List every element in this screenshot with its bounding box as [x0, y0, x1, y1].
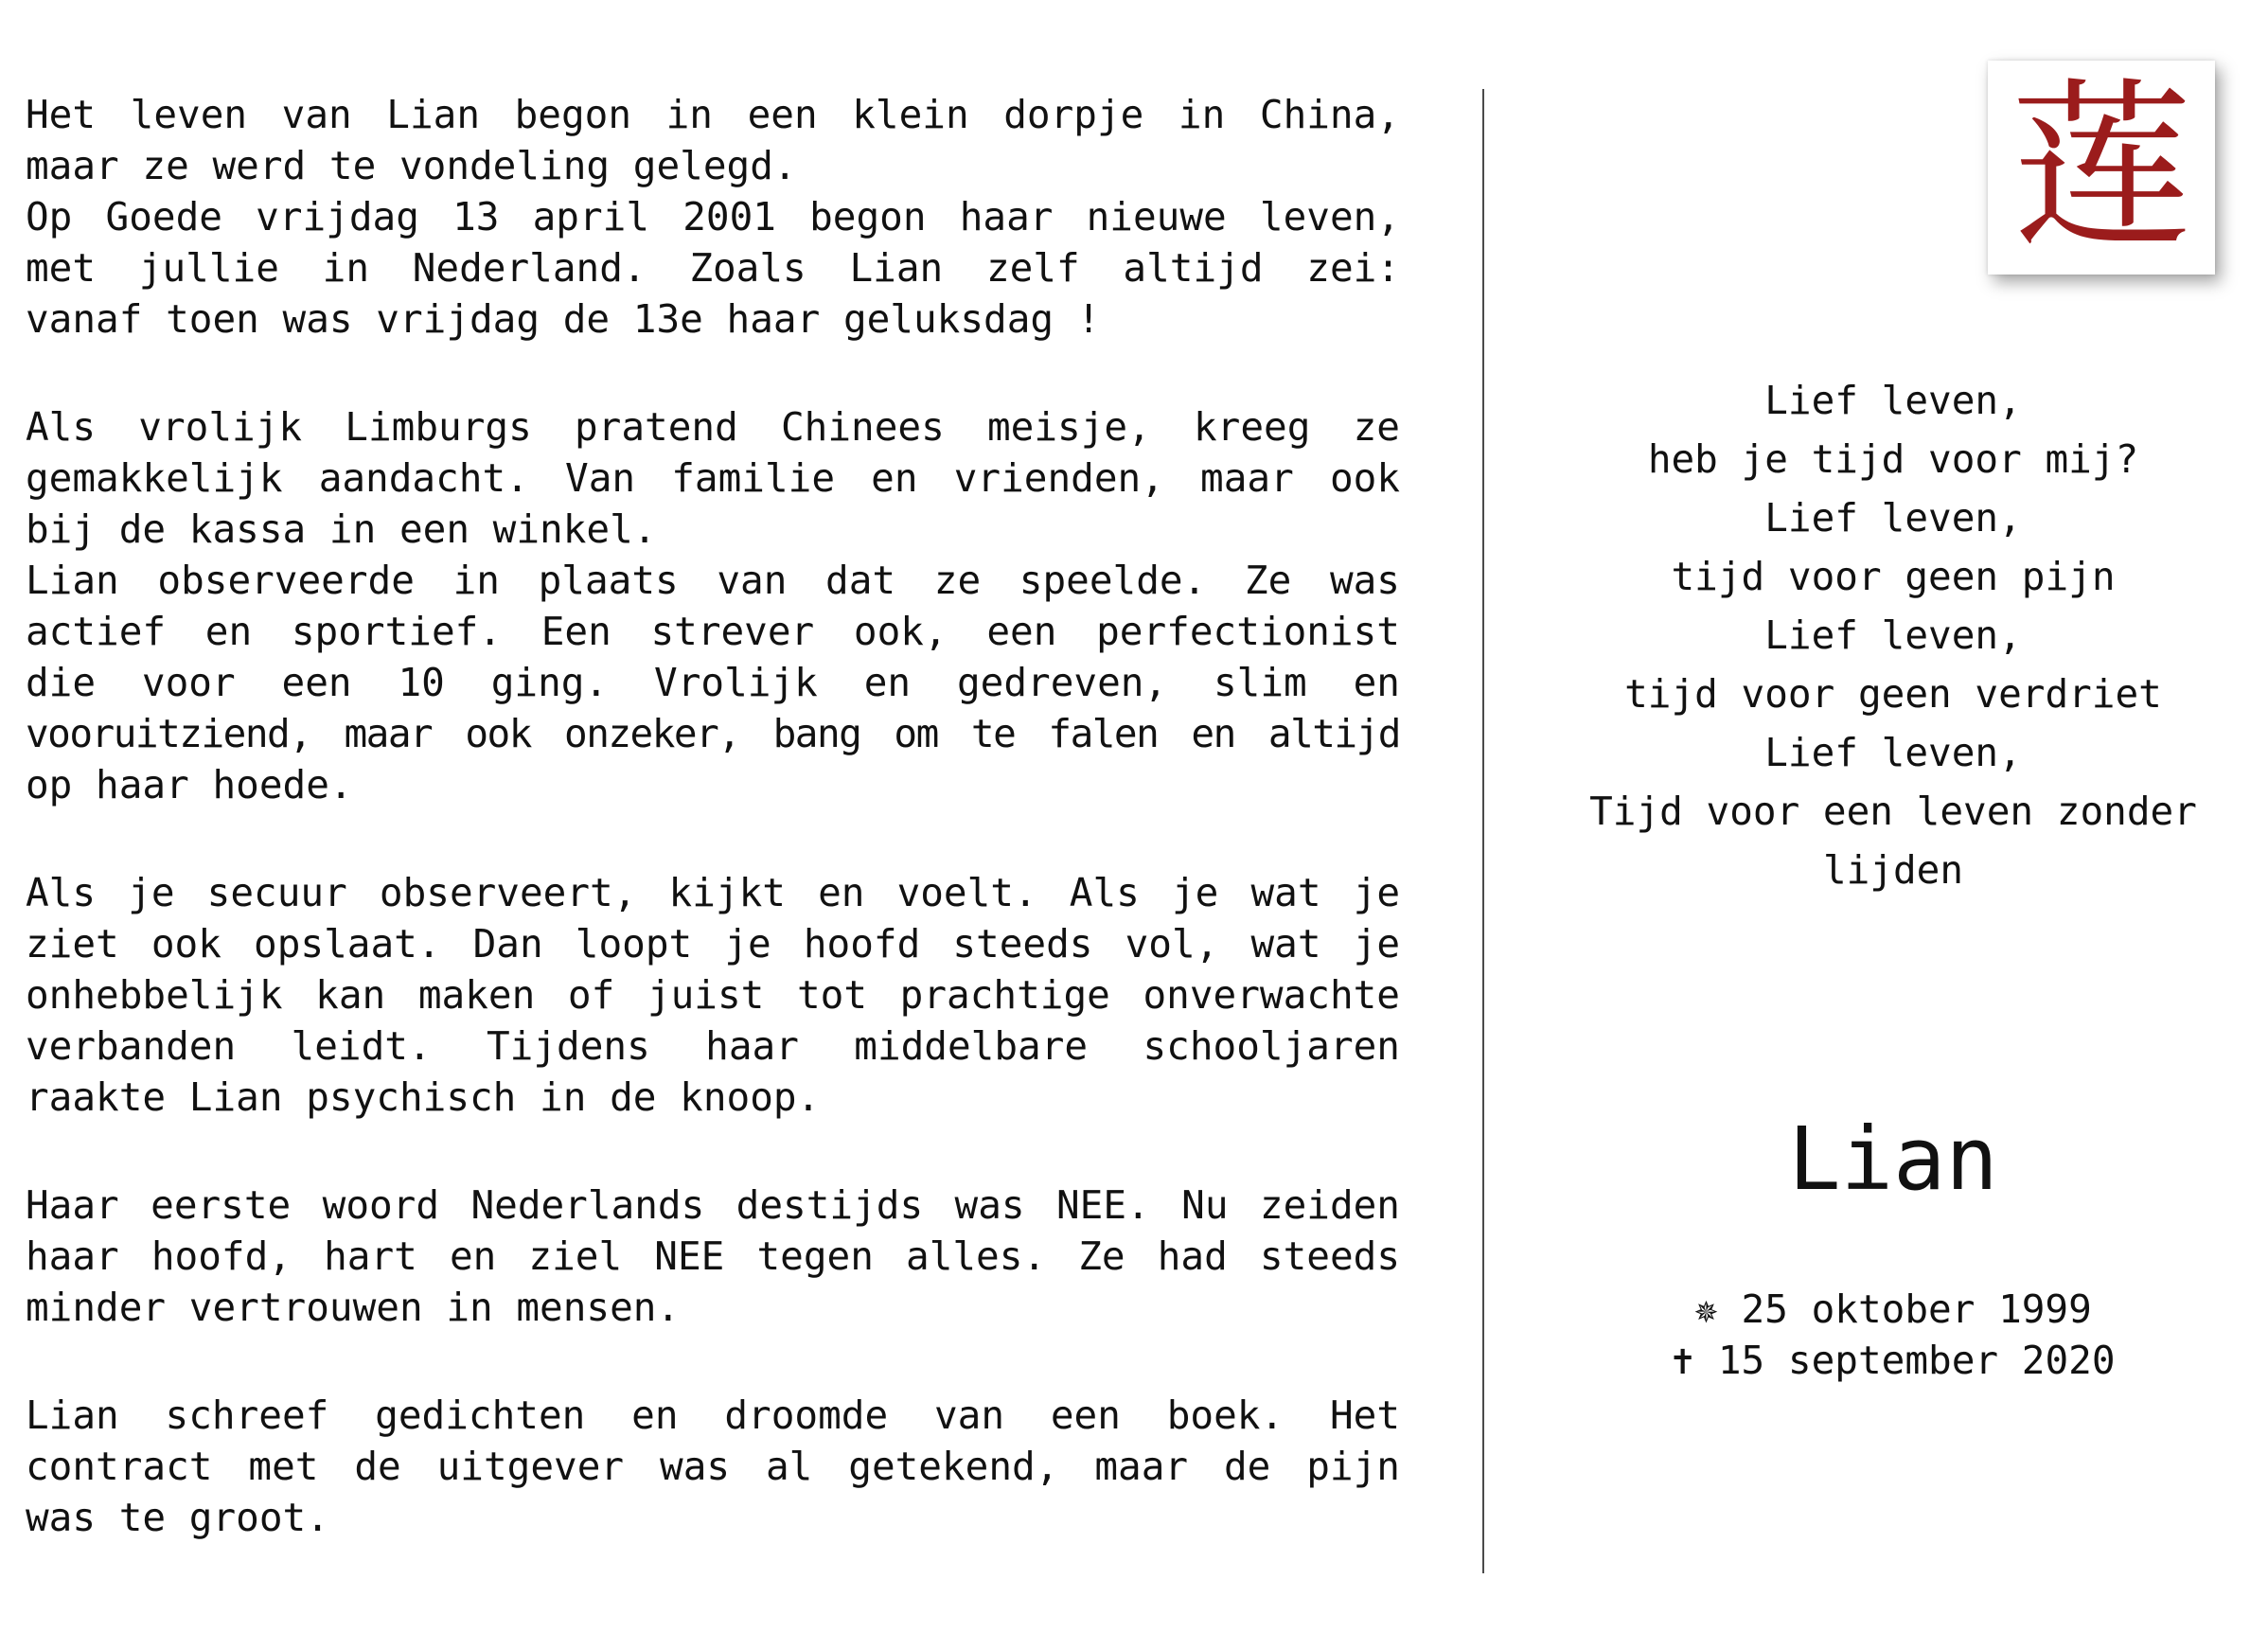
- poem-line: tijd voor geen verdriet: [1624, 671, 2162, 717]
- lotus-character-icon: 莲: [2011, 62, 2191, 272]
- text-line: contract met de uitgever was al getekend, maar de pijn: [26, 1444, 1400, 1489]
- poem-line: Lief leven,: [1764, 730, 2022, 775]
- text-line: was te groot.: [26, 1495, 329, 1540]
- text-line: raakte Lian psychisch in de knoop.: [26, 1074, 821, 1120]
- text-line: minder vertrouwen in mensen.: [26, 1285, 681, 1330]
- paragraph-5: [26, 1390, 1400, 1543]
- lotus-symbol-card: [1988, 61, 2215, 275]
- text-line: vooruitziend, maar ook onzeker, bang om te falen en altijd: [26, 711, 1400, 756]
- left-column: [26, 89, 1400, 1600]
- text-line: met jullie in Nederland. Zoals Lian zelf altijd zei:: [26, 245, 1400, 291]
- death-date: ✝ 15 september 2020: [1671, 1338, 2116, 1383]
- text-line: Als je secuur observeert, kijkt en voelt. Als je wat je: [26, 870, 1400, 915]
- text-line: Op Goede vrijdag 13 april 2001 begon haar nieuwe leven,: [26, 194, 1400, 239]
- paragraph-1: [26, 89, 1400, 345]
- text-line: Lian schreef gedichten en droomde van een boek. Het: [26, 1393, 1400, 1438]
- poem: [1533, 371, 2253, 899]
- text-line: maar ze werd te vondeling gelegd.: [26, 143, 797, 188]
- text-line: ziet ook opslaat. Dan loopt je hoofd steeds vol, wat je: [26, 921, 1400, 967]
- text-line: die voor een 10 ging. Vrolijk en gedreven, slim en: [26, 660, 1400, 705]
- vertical-divider: [1482, 89, 1484, 1573]
- text-line: op haar hoede.: [26, 762, 353, 807]
- birth-date: ✵ 25 oktober 1999: [1694, 1286, 2092, 1332]
- life-dates: [1533, 1284, 2253, 1386]
- deceased-name: Lian: [1788, 1109, 1998, 1210]
- text-line: Het leven van Lian begon in een klein dorpje in China,: [26, 92, 1400, 137]
- text-line: vanaf toen was vrijdag de 13e haar geluksdag !: [26, 296, 1101, 342]
- text-line: bij de kassa in een winkel.: [26, 506, 657, 552]
- text-line: gemakkelijk aandacht. Van familie en vrienden, maar ook: [26, 455, 1400, 501]
- text-line: onhebbelijk kan maken of juist tot prachtige onverwachte: [26, 972, 1400, 1018]
- poem-line: heb je tijd voor mij?: [1647, 436, 2139, 482]
- text-line: verbanden leidt. Tijdens haar middelbare schooljaren: [26, 1023, 1400, 1069]
- poem-line: Lief leven,: [1764, 612, 2022, 658]
- text-line: haar hoofd, hart en ziel NEE tegen alles. Ze had steeds: [26, 1233, 1400, 1279]
- text-line: actief en sportief. Een strever ook, een perfectionist: [26, 609, 1400, 654]
- poem-line: Lief leven,: [1764, 378, 2022, 423]
- text-line: Haar eerste woord Nederlands destijds was NEE. Nu zeiden: [26, 1182, 1400, 1228]
- poem-line: Tijd voor een leven zonder: [1589, 789, 2197, 834]
- text-line: Lian observeerde in plaats van dat ze speelde. Ze was: [26, 558, 1400, 603]
- paragraph-3: [26, 867, 1400, 1123]
- poem-line: lijden: [1822, 847, 1964, 893]
- paragraph-4: [26, 1180, 1400, 1333]
- poem-line: tijd voor geen pijn: [1671, 554, 2116, 599]
- paragraph-2: [26, 401, 1400, 810]
- text-line: Als vrolijk Limburgs pratend Chinees meisje, kreeg ze: [26, 404, 1400, 450]
- poem-line: Lief leven,: [1764, 495, 2022, 541]
